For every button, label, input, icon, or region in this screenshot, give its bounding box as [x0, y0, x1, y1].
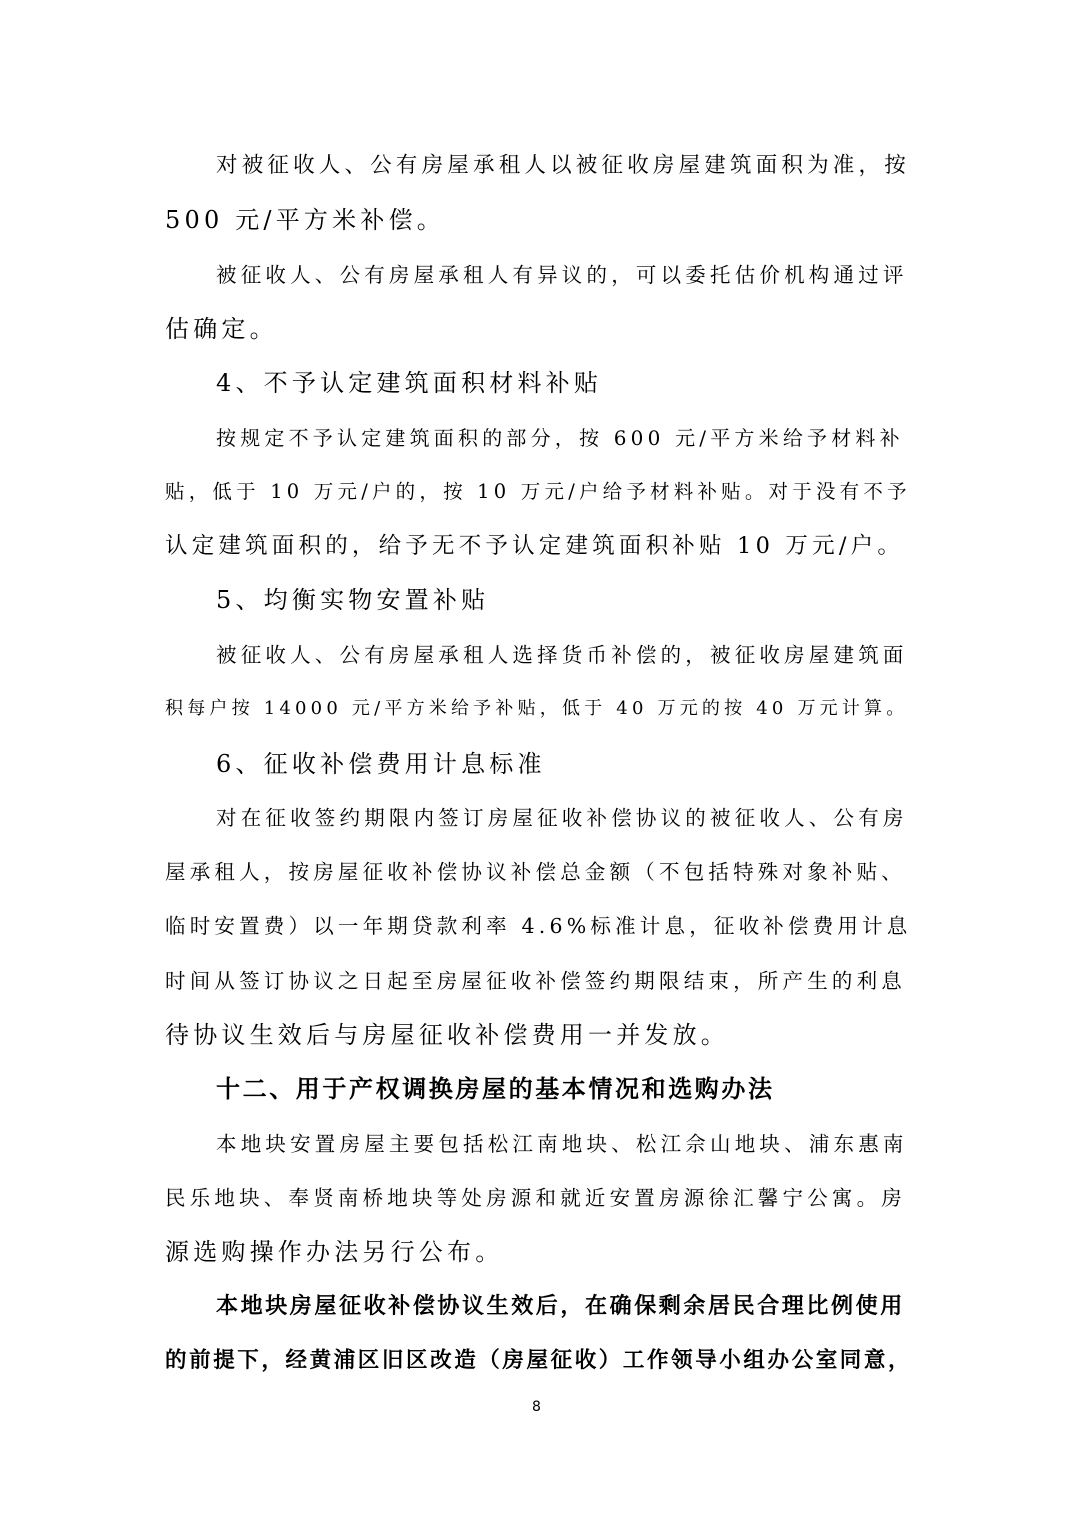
bold-paragraph-line: 的前提下，经黄浦区旧区改造（房屋征收）工作领导小组办公室同意， [165, 1348, 913, 1373]
paragraph-line: 对在征收签约期限内签订房屋征收补偿协议的被征收人、公有房 [216, 806, 908, 830]
section-heading: 4、不予认定建筑面积材料补贴 [216, 369, 603, 397]
paragraph-line: 本地块安置房屋主要包括松江南地块、松江佘山地块、浦东惠南 [216, 1132, 908, 1156]
paragraph-line: 认定建筑面积的，给予无不予认定建筑面积补贴 10 万元/户。 [165, 533, 905, 559]
bold-paragraph-line: 本地块房屋征收补偿协议生效后，在确保剩余居民合理比例使用 [216, 1294, 905, 1319]
paragraph-line: 时间从签订协议之日起至房屋征收补偿签约期限结束，所产生的利息 [165, 969, 906, 993]
paragraph-line: 民乐地块、奉贤南桥地块等处房源和就近安置房源徐汇馨宁公寓。房 [165, 1186, 906, 1210]
paragraph-line: 临时安置费）以一年期贷款利率 4.6%标准计息，征收补偿费用计息 [165, 914, 912, 938]
chapter-heading: 十二、用于产权调换房屋的基本情况和选购办法 [216, 1075, 775, 1103]
paragraph-line: 积每户按 14000 元/平方米给予补贴，低于 40 万元的按 40 万元计算。 [165, 698, 909, 719]
section-heading: 6、征收补偿费用计息标准 [216, 750, 546, 778]
paragraph-line: 对被征收人、公有房屋承租人以被征收房屋建筑面积为准，按 [216, 153, 910, 178]
section-heading: 5、均衡实物安置补贴 [216, 586, 490, 614]
paragraph-line: 待协议生效后与房屋征收补偿费用一并发放。 [165, 1021, 729, 1049]
paragraph-line: 贴，低于 10 万元/户的，按 10 万元/户给予材料补贴。对于没有不予 [165, 480, 911, 503]
paragraph-line: 被征收人、公有房屋承租人有异议的，可以委托估价机构通过评 [216, 263, 908, 287]
paragraph-line: 按规定不予认定建筑面积的部分，按 600 元/平方米给予材料补 [216, 426, 904, 450]
paragraph-line: 源选购操作办法另行公布。 [165, 1238, 504, 1266]
paragraph-line: 500 元/平方米补偿。 [165, 206, 445, 234]
paragraph-line: 被征收人、公有房屋承租人选择货币补偿的，被征收房屋建筑面 [216, 643, 908, 667]
paragraph-line: 屋承租人，按房屋征收补偿协议补偿总金额（不包括特殊对象补贴、 [165, 860, 906, 884]
page-number: 8 [532, 1399, 541, 1415]
paragraph-line: 估确定。 [165, 315, 278, 343]
